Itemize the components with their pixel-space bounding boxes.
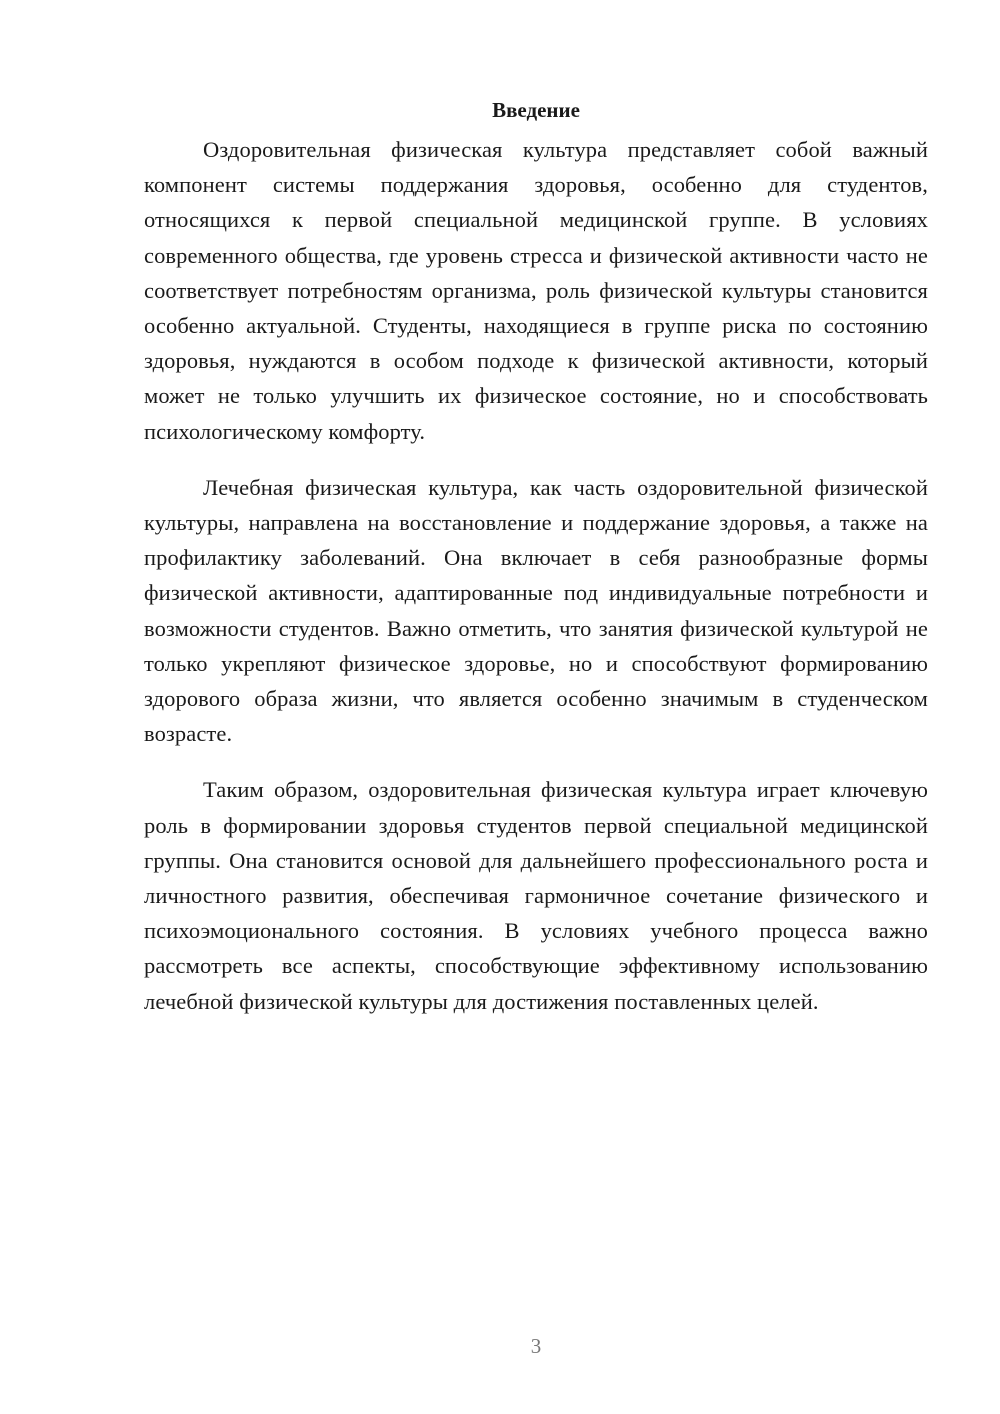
paragraph-2: Лечебная физическая культура, как часть оздоровительной физической культуры, направлена на восстановление и поддержание здоровья, а также на профилактику заболеваний. Она включает в себя разнообразные формы физической активности, адаптированные под индивидуальные потребности и возможности студентов. Важно отметить, что занятия физической культурой не только укрепляют физическое здоровье, но и способствуют формированию здорового образа жизни, что является особенно значимым в студенческом возрасте. [144,474,928,747]
paragraph-3: Таким образом, оздоровительная физическая культура играет ключевую роль в формировании здоровья студентов первой специальной медицинской группы. Она становится основой для дальнейшего профессионального роста и личностного развития, обеспечивая гармоничное сочетание физического и психоэмоционального состояния. В условиях учебного процесса важно рассмотреть все аспекты, способствующие эффективному использованию лечебной физической культуры для достижения поставленных целей. [144,777,928,1014]
paragraph-1: Оздоровительная физическая культура представляет собой важный компонент системы поддержания здоровья, особенно для студентов, относящихся к первой специальной медицинской группе. В условиях современного общества, где уровень стресса и физической активности часто не соответствует потребностям организма, роль физической культуры становится особенно актуальной. Студенты, находящиеся в группе риска по состоянию здоровья, нуждаются в особом подходе к физической активности, который может не только улучшить их физическое состояние, но и способствовать психологическому комфорту. [144,137,928,444]
page-content [144,92,928,1019]
page-number: 3 [530,1334,542,1358]
section-heading: Введение [492,98,580,122]
